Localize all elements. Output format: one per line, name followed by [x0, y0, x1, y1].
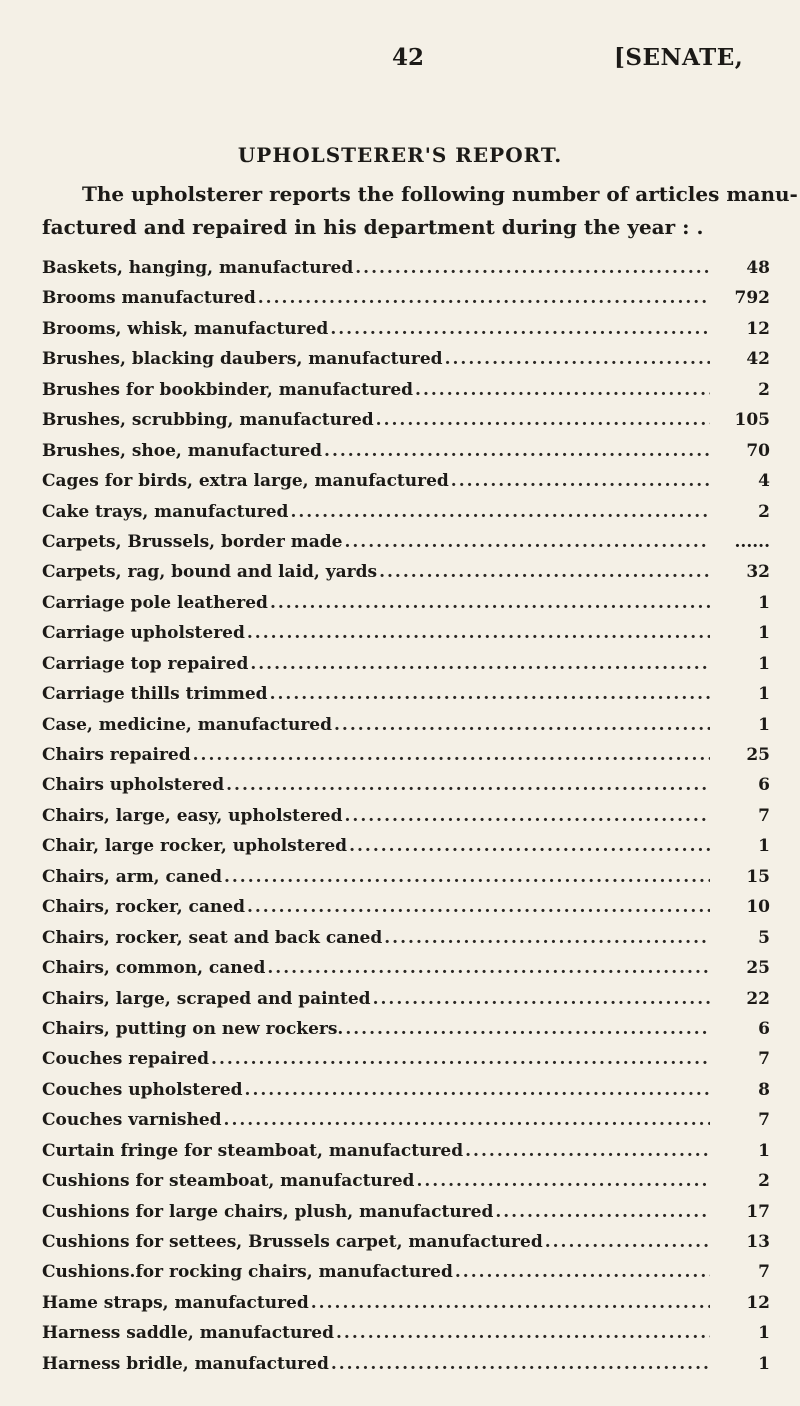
item-quantity: 48 — [746, 258, 770, 278]
intro-line: The upholsterer reports the following number of articles manu- — [82, 182, 798, 206]
list-item — [42, 715, 770, 745]
item-label: Brushes, blacking daubers, manufactured — [42, 349, 443, 370]
item-quantity: 7 — [758, 1110, 770, 1131]
dot-leader — [258, 288, 710, 308]
list-item — [42, 897, 770, 927]
item-quantity: 1 — [758, 653, 770, 674]
item-label: Chairs, large, scraped and painted — [42, 988, 371, 1009]
item-quantity: 17 — [746, 1201, 770, 1222]
list-item — [42, 593, 770, 623]
item-label: Hame straps, manufactured — [42, 1292, 309, 1313]
dot-leader — [250, 654, 710, 674]
item-label: Brushes for bookbinder, manufactured — [42, 379, 414, 400]
item-quantity: ...... — [734, 531, 770, 552]
item-quantity: 7 — [758, 1049, 770, 1070]
list-item — [42, 684, 770, 714]
item-label: Chairs, putting on new rockers. — [42, 1018, 344, 1039]
item-label: Carriage top repaired — [42, 653, 249, 674]
dot-leader — [355, 258, 710, 278]
list-item — [42, 1293, 770, 1323]
list-item — [42, 258, 770, 288]
item-label: Cushions.for rocking chairs, manufactured — [42, 1262, 453, 1283]
intro-paragraph — [42, 178, 798, 244]
report-title: UPHOLSTERER'S REPORT. — [237, 143, 563, 167]
dot-leader — [349, 836, 710, 856]
dot-leader — [193, 745, 710, 765]
dot-leader — [224, 1110, 710, 1130]
item-label: Brooms manufactured — [42, 288, 256, 309]
list-item — [42, 806, 770, 836]
dot-leader — [465, 1141, 710, 1161]
dot-leader — [270, 593, 710, 613]
dot-leader — [344, 532, 710, 552]
dot-leader — [345, 1019, 710, 1039]
item-label: Curtain fringe for steamboat, manufactured — [42, 1140, 464, 1161]
item-quantity: 10 — [746, 897, 770, 918]
item-quantity: 7 — [758, 805, 770, 826]
dot-leader — [331, 1354, 710, 1374]
item-label: Chairs upholstered — [42, 775, 225, 796]
item-quantity: 792 — [734, 288, 770, 309]
intro-line: factured and repaired in his department during the year : . — [42, 215, 704, 239]
dot-leader — [334, 715, 710, 735]
item-label: Harness bridle, manufactured — [42, 1353, 329, 1374]
list-item — [42, 1080, 770, 1110]
item-quantity: 6 — [758, 1018, 770, 1039]
list-item — [42, 349, 770, 379]
dot-leader — [270, 684, 710, 704]
list-item — [42, 1049, 770, 1079]
list-item — [42, 958, 770, 988]
dot-leader — [311, 1293, 710, 1313]
dot-leader — [376, 410, 710, 430]
item-label: Brushes, shoe, manufactured — [42, 440, 323, 461]
dot-leader — [247, 897, 710, 917]
item-label: Couches varnished — [42, 1110, 222, 1131]
item-quantity: 12 — [746, 318, 770, 339]
articles-list — [42, 258, 770, 1384]
item-quantity: 6 — [758, 775, 770, 796]
running-header — [0, 44, 800, 74]
running-title: [SENATE, — [614, 44, 744, 71]
item-label: Chair, large rocker, upholstered — [42, 836, 348, 857]
list-item — [42, 623, 770, 653]
dot-leader — [226, 775, 710, 795]
item-label: Carpets, Brussels, border made — [42, 531, 343, 552]
list-item — [42, 654, 770, 684]
list-item — [42, 562, 770, 592]
list-item — [42, 775, 770, 805]
item-label: Carriage pole leathered — [42, 592, 268, 613]
list-item — [42, 380, 770, 410]
item-label: Carpets, rag, bound and laid, yards — [42, 562, 378, 583]
item-quantity: 42 — [746, 349, 770, 370]
list-item — [42, 1171, 770, 1201]
list-item — [42, 1232, 770, 1262]
list-item — [42, 502, 770, 532]
item-quantity: 1 — [758, 714, 770, 735]
item-quantity: 22 — [746, 988, 770, 1009]
dot-leader — [267, 958, 710, 978]
item-quantity: 2 — [758, 379, 770, 400]
item-quantity: 1 — [758, 684, 770, 705]
dot-leader — [455, 1262, 710, 1282]
item-quantity: 12 — [746, 1292, 770, 1313]
item-quantity: 13 — [746, 1232, 770, 1252]
dot-leader — [416, 1171, 710, 1191]
dot-leader — [245, 1080, 710, 1100]
item-label: Harness saddle, manufactured — [42, 1323, 335, 1344]
item-quantity: 2 — [758, 1171, 770, 1192]
dot-leader — [379, 562, 710, 582]
item-label: Chairs, large, easy, upholstered — [42, 805, 343, 826]
dot-leader — [211, 1049, 710, 1069]
dot-leader — [451, 471, 710, 491]
list-item — [42, 989, 770, 1019]
item-label: Chairs repaired — [42, 745, 191, 765]
item-quantity: 25 — [746, 958, 770, 979]
list-item — [42, 441, 770, 471]
dot-leader — [336, 1323, 710, 1343]
item-quantity: 1 — [758, 1323, 770, 1344]
dot-leader — [224, 867, 710, 887]
dot-leader — [384, 928, 710, 948]
item-label: Cake trays, manufactured — [42, 501, 289, 522]
dot-leader — [247, 623, 710, 643]
list-item — [42, 471, 770, 501]
item-label: Cushions for steamboat, manufactured — [42, 1171, 415, 1192]
item-label: Chairs, rocker, seat and back caned — [42, 927, 383, 948]
list-item — [42, 532, 770, 562]
item-label: Cages for birds, extra large, manufactured — [42, 471, 449, 492]
list-item — [42, 1019, 770, 1049]
list-item — [42, 1202, 770, 1232]
item-quantity: 1 — [758, 592, 770, 613]
list-item — [42, 745, 770, 775]
list-item — [42, 410, 770, 440]
list-item — [42, 319, 770, 349]
item-label: Carriage thills trimmed — [42, 684, 268, 705]
dot-leader — [373, 989, 710, 1009]
item-label: Couches repaired — [42, 1049, 210, 1070]
item-quantity: 8 — [758, 1079, 770, 1100]
dot-leader — [330, 319, 710, 339]
item-quantity: 1 — [758, 1140, 770, 1161]
dot-leader — [324, 441, 710, 461]
dot-leader — [290, 502, 710, 522]
item-quantity: 105 — [734, 410, 770, 431]
list-item — [42, 1141, 770, 1171]
item-label: Chairs, common, caned — [42, 958, 266, 979]
dot-leader — [415, 380, 710, 400]
item-label: Chairs, rocker, caned — [42, 897, 245, 918]
item-label: Cushions for settees, Brussels carpet, manufactured — [42, 1232, 543, 1252]
item-label: Cushions for large chairs, plush, manufactured — [42, 1201, 494, 1222]
page-number: 42 — [392, 44, 425, 71]
item-label: Couches upholstered — [42, 1079, 243, 1100]
item-quantity: 25 — [746, 745, 770, 765]
list-item — [42, 928, 770, 958]
item-label: Carriage upholstered — [42, 623, 245, 644]
item-quantity: 2 — [758, 501, 770, 522]
item-label: Brushes, scrubbing, manufactured — [42, 410, 374, 431]
list-item — [42, 1110, 770, 1140]
list-item — [42, 1354, 770, 1384]
item-quantity: 7 — [758, 1262, 770, 1283]
list-item — [42, 836, 770, 866]
dot-leader — [345, 806, 711, 826]
item-quantity: 32 — [746, 562, 770, 583]
item-quantity: 1 — [758, 623, 770, 644]
list-item — [42, 1323, 770, 1353]
list-item — [42, 288, 770, 318]
item-quantity: 70 — [746, 440, 770, 461]
item-quantity: 1 — [758, 836, 770, 857]
item-label: Baskets, hanging, manufactured — [42, 258, 354, 278]
dot-leader — [545, 1232, 710, 1252]
item-quantity: 1 — [758, 1353, 770, 1374]
list-item — [42, 867, 770, 897]
item-quantity: 4 — [758, 471, 770, 492]
dot-leader — [495, 1202, 710, 1222]
list-item — [42, 1262, 770, 1292]
item-label: Chairs, arm, caned — [42, 866, 222, 887]
item-quantity: 5 — [758, 927, 770, 948]
item-label: Case, medicine, manufactured — [42, 714, 333, 735]
item-label: Brooms, whisk, manufactured — [42, 318, 329, 339]
item-quantity: 15 — [746, 866, 770, 887]
dot-leader — [445, 349, 710, 369]
